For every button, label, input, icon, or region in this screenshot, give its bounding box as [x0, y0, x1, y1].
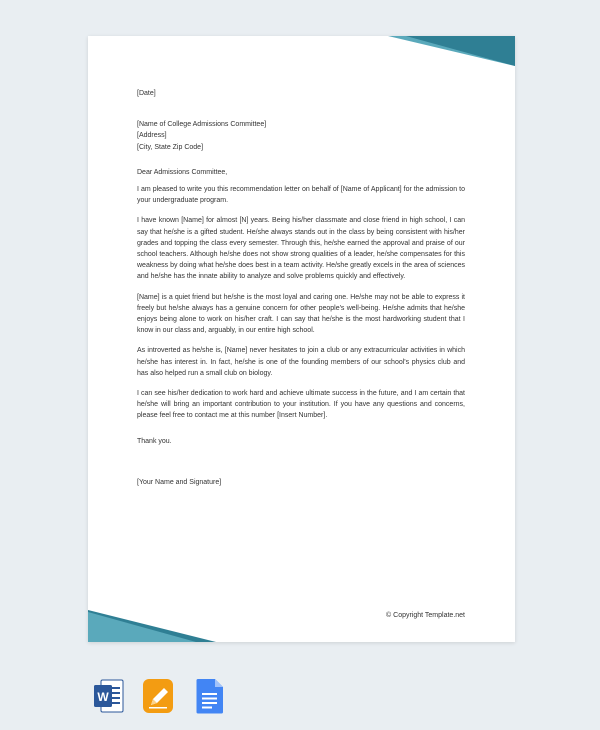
salutation: Dear Admissions Committee, [137, 168, 228, 176]
paragraph-3: [Name] is a quiet friend but he/she is the most loyal and caring one. He/she may not be able to express it freely but he/she always has a genuine concern for other people's well-being. He/she admits that he/she enjoys being alone to work on his/her craft. I can say that he/she is the most hardworking student that I know in our class and, arguably, in our entire high school. [137, 293, 465, 335]
paragraph-2: I have known [Name] for almost [N] years. Being his/her classmate and close friend in high school, I can say that he/she is a gifted student. He/she always stands out in the class by being consistent with his/her grades and topping the class every semester. Through this, he/she earned the approval and praise of our school teachers. Although he/she does not show strong qualities of a leader, he/she compensates for this weakness by doing what he/she does best in a team activity. He/she greatly excels in the area of sciences and he/she has the innate ability to analyze and solve problems quickly and effectively. [137, 217, 465, 281]
copyright-text: © Copyright Template.net [386, 612, 465, 619]
closing: Thank you. [137, 437, 172, 445]
recipient-address: [Address] [137, 132, 167, 140]
letter-page [88, 36, 515, 642]
pages-icon[interactable] [142, 678, 174, 714]
signature: [Your Name and Signature] [137, 478, 222, 486]
paragraph-5: I can see his/her dedication to work hard and achieve ultimate success in the future, and I am certain that he/she will bring an important contribution to your institution. If you have any questions and concerns, please feel free to contact me at this number [Insert Number]. [137, 390, 465, 420]
recipient-city: [City, State Zip Code] [137, 143, 204, 151]
bottom-left-corner-light [88, 612, 196, 642]
top-right-corner-dark [406, 36, 515, 66]
recipient-name: [Name of College Admissions Committee] [137, 121, 267, 129]
google-docs-icon[interactable] [196, 678, 224, 714]
paragraph-1: I am pleased to write you this recommendation letter on behalf of [Name of Applicant] for the admission to your undergraduate program. [137, 186, 465, 205]
letter-date: [Date] [137, 90, 156, 97]
bottom-left-corner-dark [88, 610, 216, 642]
top-right-corner-light [388, 36, 515, 66]
word-icon[interactable] [94, 678, 124, 714]
svg-text:W: W [97, 690, 109, 704]
paragraph-4: As introverted as he/she is, [Name] never hesitates to join a club or any extracurricular activities in which he/she has interest in. In fact, he/she is one of the founding members of our school's physics club and has also helped run a small club on biology. [137, 347, 465, 377]
letter-body [137, 88, 465, 488]
